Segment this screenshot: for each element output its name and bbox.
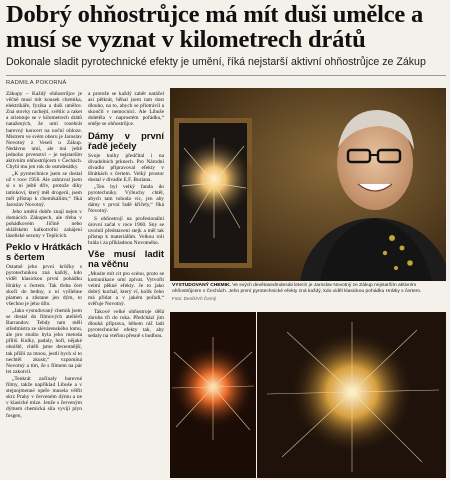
caption-lead: VYSTUDOVANÝ CHEMIK. xyxy=(172,283,231,288)
caption-text: Ve svých devětasedmdesáti letech je Jaroslav Novotný ze Zákup nejstarším aktivním ohňostrůjcem v Čechách. Jeho první pyrotechnické efekty zná každý, kdo viděl klasickou pohádku Hrátky s čertem. xyxy=(172,283,422,294)
paragraph: Ostatně jeho první krůčky s pyrotechnikou zná každý, kdo viděl klasickou první pohádku Hrátky s čertem. Tak třeba čert skočí do bedny, z ní vyšlehne plamen a zůstane jen dým, to všechno je jeho dílo. xyxy=(6,264,82,307)
fireworks-photo-2 xyxy=(257,312,446,478)
paragraph: S ohňostrojí na profesionální úrovni začal v roce 1960. Sny se uvolnil představení stejk a měl tak přístup k materiálům. Velkou roli hrála i za příkladnou Novotného. xyxy=(88,215,164,246)
deck: Dokonale sladit pyrotechnické efekty je umění, říká nejstarší aktivní ohňostrůjce ze Zákup xyxy=(6,56,426,68)
paragraph: „Tenkrát začínaly barevné filmy, takže například Libuše a v stejnojmenné opeře musela větřit skrz Prahy v červeném dýmu a ne v klasické mlze. Jenže s červeným dýmem chemická síla vyvíjí plyn fosgen, xyxy=(6,375,82,419)
article-column-2 xyxy=(88,91,164,477)
byline: RADMILA POKORNÁ xyxy=(6,80,67,86)
portrait-illustration xyxy=(170,88,446,281)
subheading: Vše musí ladit na věčnu xyxy=(88,247,164,269)
paragraph: Jeho umění dobře znají nejen v domácích Zákupech, ale třeba v pohádkovém Jičíně nebo sklářském kalkotrofní zahájení lázeňské sezony v Teplicích. xyxy=(6,208,82,240)
subheading: Peklo v Hrátkách s čertem xyxy=(6,241,82,263)
article-column-1 xyxy=(6,91,82,477)
paragraph: Svoje knihy předčítal i na divadelních prknech. Pro Národní divadlo připravoval efekty v Hrátkách s čertem. Velký prostor dostal v divadle E.F. Buriana. xyxy=(88,152,164,183)
fireworks-photo-1 xyxy=(170,312,256,478)
photo-credit: Foto: Deník/Vít Černý xyxy=(172,295,217,301)
paragraph: Takové velké ohňostroje dělá zhruba tři do roka. Předchází jim dlouhá příprava, během níž ladí pyrotechnické efekty tak, aby sedaly na vteřinu přesně s hudbou. xyxy=(88,308,164,339)
photo-caption xyxy=(172,283,446,301)
paragraph: „Jako vystudovaný chemik jsem se dostal do filmových ateliérů Barrandov. Tehdy tam měli středmístra ze slévárenského lomu, ale pro studio byla jeho metoda příliš. Kulky, padaly, hoři, nějaké ohniště, chtěli jsme decentnější, tak přišli za mnou, jestli bych si to nechtěl zkusit,“ vzpomíná Novotný a tím, že s filmem na pár let zakotvil. xyxy=(6,307,82,375)
header-divider xyxy=(6,75,446,76)
fireworks-illustration xyxy=(257,312,446,478)
paragraph: a protože se každý zaběr natáčel asi pětkrát, běhal jsem tam dost dlouho, na to, abych se přiotrávil a skončil v nemocnici. Ale Libuše doletěla v naprostém pořádku,“ směje se ohňostrůjce. xyxy=(88,91,164,128)
paragraph: „K pyrotechnice jsem se dostal už v roce 1956. Ale zahraval jsem si s ní ještě dřív, protože díky tatínkovi, který měl drogerii, jsem měl přístup k chemikáliím,“ říká Jaroslav Novotný. xyxy=(6,171,82,208)
paragraph: „Ten byl velký fanda do pyrotechniky. Výbuchy chtěl, abych tam tohoda vic, jen aby dámy v první řadě křičely,“ říká Novotný. xyxy=(88,184,164,215)
fireworks-illustration xyxy=(170,312,256,478)
subheading: Dámy v první řadě ječely xyxy=(88,129,164,151)
headline: Dobrý ohňostrůjce má mít duši umělce a musí se vyznat v kilometrech drátů xyxy=(6,1,424,53)
paragraph: „Musíte mít cit pro scénu, proto se komunikace umí zpívat. Vytvořit velmi pěkné efekty. Je to jako dobrý kuchař, který ví, kolik čeho má přidat a v jakém pořadí,“ svěřuje Novotný. xyxy=(88,270,164,308)
paragraph: Zákupy – Každý ohňostrůjce je věčně musí mít kousek chemika, elektrikáře, fyzika a duši umělce. Zná stovky rachejtí, světlic a raket a orientuje se v kilometrech drátů natažených, že umí rozehrát barevný koncert na noční obloze. Mistrem ve svém oboru je Jaroslav Novotný z Veselí u Zákup. Nedávno umí, ale má ještě jednoho prvenství – je nejstarším aktivním ohňostrůjcem v Čechách. Chybí mu jen rok do osmdesátky. xyxy=(6,91,82,171)
portrait-photo xyxy=(170,88,446,281)
